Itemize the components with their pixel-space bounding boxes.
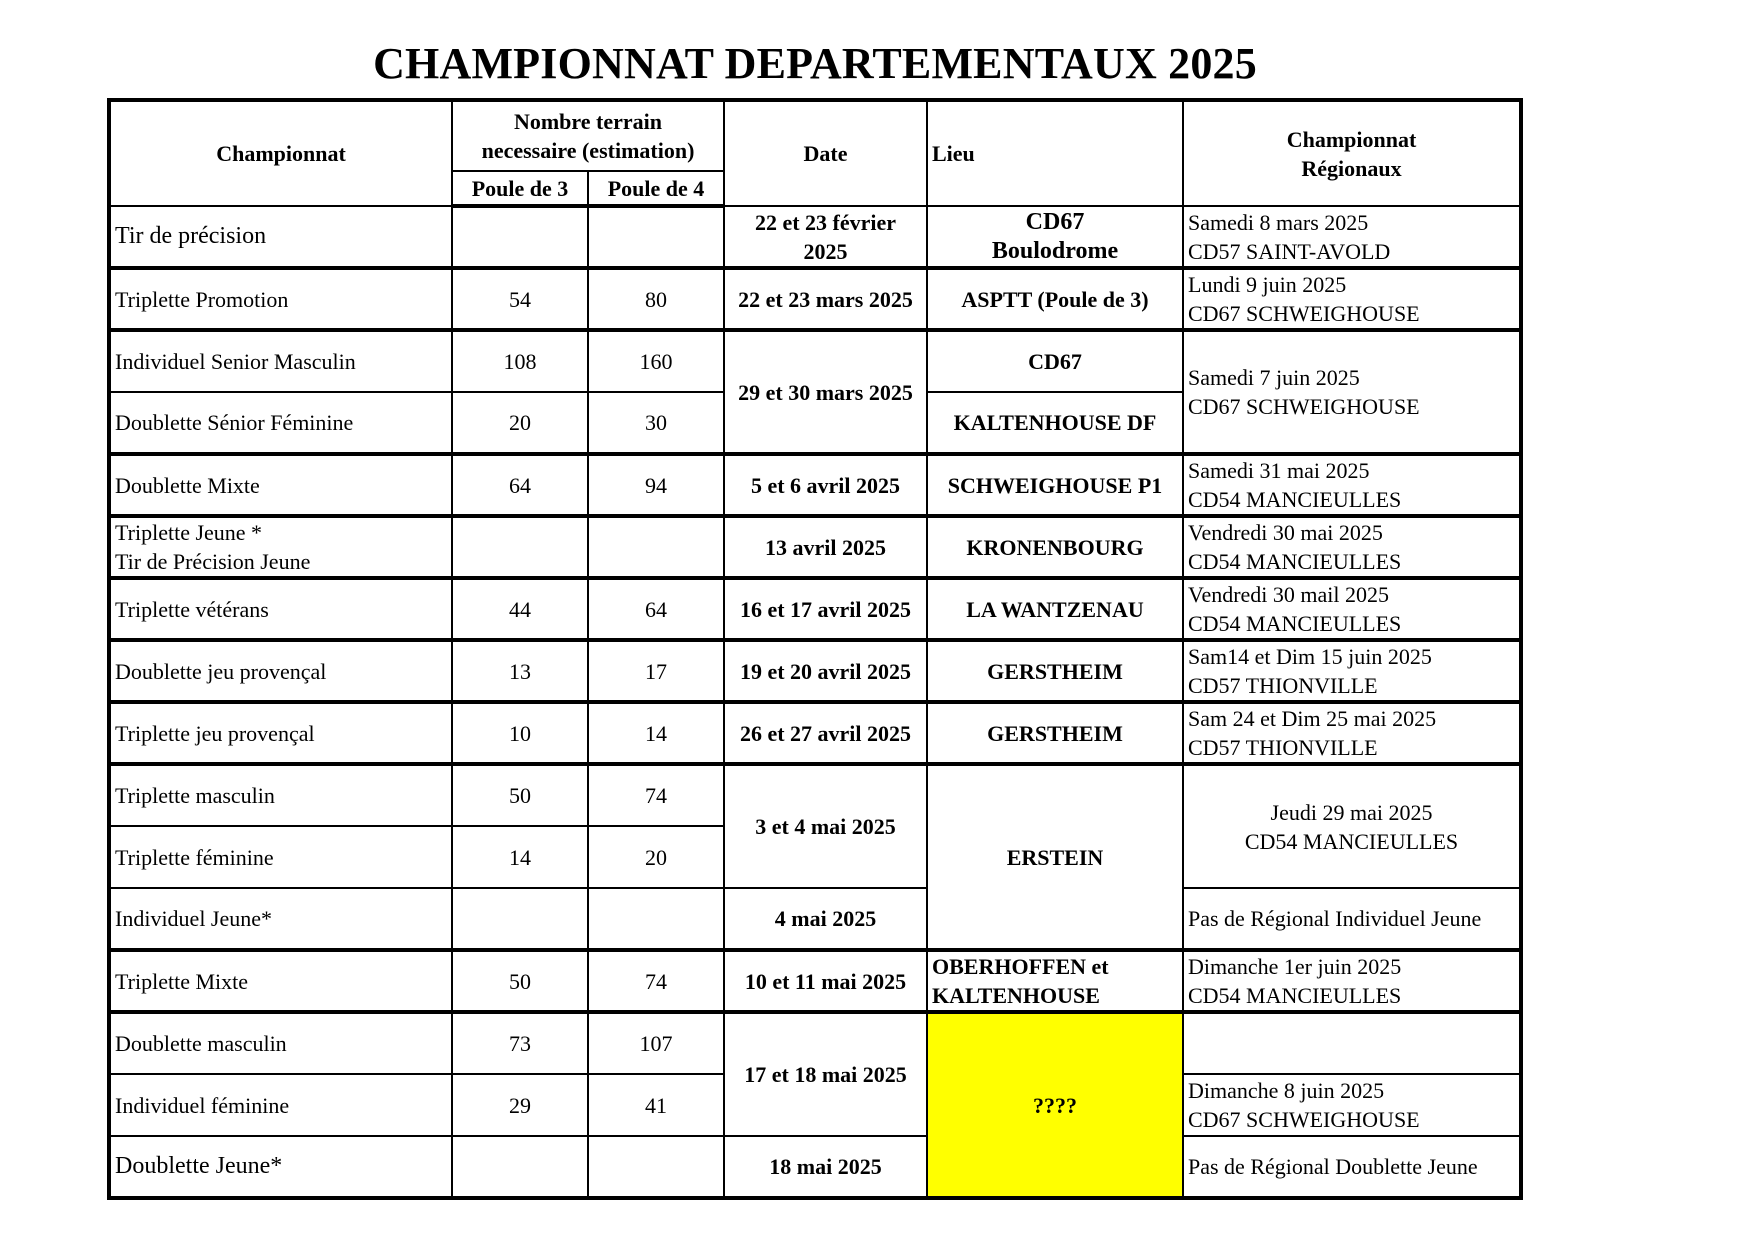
championship-table bbox=[107, 98, 1523, 1200]
row-regional bbox=[1183, 950, 1521, 1012]
row-name: Doublette Mixte bbox=[109, 454, 452, 516]
row-regional bbox=[1183, 702, 1521, 764]
row-lieu-unknown: ???? bbox=[927, 1012, 1183, 1198]
row-date-line1: 22 et 23 février bbox=[754, 209, 897, 235]
row-regional-line2: CD54 MANCIEULLES bbox=[1244, 828, 1459, 854]
row-date: 18 mai 2025 bbox=[724, 1136, 927, 1198]
row-poule4: 80 bbox=[588, 268, 724, 330]
row-regional-line1: Vendredi 30 mail 2025 bbox=[1188, 582, 1390, 607]
row-poule3: 64 bbox=[452, 454, 588, 516]
row-name: Doublette Sénior Féminine bbox=[109, 392, 452, 454]
row-date: 10 et 11 mai 2025 bbox=[724, 950, 927, 1012]
row-poule3: 54 bbox=[452, 268, 588, 330]
row-lieu: KALTENHOUSE DF bbox=[927, 392, 1183, 454]
row-regional-line1: Samedi 31 mai 2025 bbox=[1188, 458, 1370, 483]
row-date-line2: 2025 bbox=[803, 238, 848, 264]
row-regional-line1: Sam 24 et Dim 25 mai 2025 bbox=[1188, 706, 1437, 731]
row-poule4: 14 bbox=[588, 702, 724, 764]
row-poule4: 94 bbox=[588, 454, 724, 516]
row-name: Individuel Senior Masculin bbox=[109, 330, 452, 392]
row-poule4: 64 bbox=[588, 578, 724, 640]
row-lieu: GERSTHEIM bbox=[927, 702, 1183, 764]
row-regional bbox=[1183, 206, 1521, 268]
row-regional-line2: CD54 MANCIEULLES bbox=[1188, 611, 1402, 636]
row-poule3: 29 bbox=[452, 1074, 588, 1136]
row-poule3 bbox=[452, 1136, 588, 1198]
row-name: Doublette Jeune* bbox=[109, 1136, 452, 1198]
row-regional-line2: CD57 SAINT-AVOLD bbox=[1188, 238, 1391, 264]
row-poule4 bbox=[588, 888, 724, 950]
table-row bbox=[109, 640, 1521, 702]
row-regional-line2: CD54 MANCIEULLES bbox=[1188, 487, 1402, 512]
header-lieu: Lieu bbox=[927, 100, 1183, 206]
row-poule3: 14 bbox=[452, 826, 588, 888]
row-poule4 bbox=[588, 1136, 724, 1198]
row-lieu: ERSTEIN bbox=[927, 764, 1183, 950]
row-regional-line1: Jeudi 29 mai 2025 bbox=[1270, 799, 1433, 825]
row-lieu: LA WANTZENAU bbox=[927, 578, 1183, 640]
row-regional: Pas de Régional Individuel Jeune bbox=[1183, 888, 1521, 950]
row-poule3 bbox=[452, 516, 588, 578]
row-name: Triplette Promotion bbox=[109, 268, 452, 330]
row-poule3 bbox=[452, 888, 588, 950]
row-regional-line1: Lundi 9 juin 2025 bbox=[1188, 272, 1347, 297]
row-poule3 bbox=[452, 206, 588, 268]
row-name: Individuel Jeune* bbox=[109, 888, 452, 950]
row-name: Triplette vétérans bbox=[109, 578, 452, 640]
row-poule4: 30 bbox=[588, 392, 724, 454]
row-lieu: SCHWEIGHOUSE P1 bbox=[927, 454, 1183, 516]
row-poule4 bbox=[588, 206, 724, 268]
row-regional bbox=[1183, 1012, 1521, 1074]
row-regional-line2: CD57 THIONVILLE bbox=[1188, 673, 1378, 698]
row-date: 16 et 17 avril 2025 bbox=[724, 578, 927, 640]
header-terrain-line1: Nombre terrain bbox=[513, 109, 663, 134]
header-regionaux-line2: Régionaux bbox=[1301, 155, 1402, 181]
row-regional-line1: Vendredi 30 mai 2025 bbox=[1188, 520, 1383, 545]
row-regional: Pas de Régional Doublette Jeune bbox=[1183, 1136, 1521, 1198]
row-regional-line1: Samedi 7 juin 2025 bbox=[1188, 365, 1360, 390]
page-title: CHAMPIONNAT DEPARTEMENTAUX 2025 bbox=[373, 39, 1257, 88]
row-name: Tir de précision bbox=[109, 206, 452, 268]
row-date: 17 et 18 mai 2025 bbox=[724, 1012, 927, 1136]
row-regional-line1: Sam14 et Dim 15 juin 2025 bbox=[1188, 644, 1432, 669]
row-poule3: 44 bbox=[452, 578, 588, 640]
row-name: Individuel féminine bbox=[109, 1074, 452, 1136]
row-date: 29 et 30 mars 2025 bbox=[724, 330, 927, 454]
header-terrain bbox=[452, 100, 724, 171]
table-row bbox=[109, 1136, 1521, 1198]
row-regional-line2: CD54 MANCIEULLES bbox=[1188, 983, 1402, 1008]
row-date: 5 et 6 avril 2025 bbox=[724, 454, 927, 516]
row-regional bbox=[1183, 330, 1521, 454]
row-poule3: 50 bbox=[452, 764, 588, 826]
table-row bbox=[109, 268, 1521, 330]
row-poule4: 41 bbox=[588, 1074, 724, 1136]
row-date: 3 et 4 mai 2025 bbox=[724, 764, 927, 888]
row-name-line1: Triplette Jeune * bbox=[115, 520, 263, 545]
row-regional-line2: CD67 SCHWEIGHOUSE bbox=[1188, 1107, 1420, 1132]
row-regional bbox=[1183, 640, 1521, 702]
header-terrain-line2: necessaire (estimation) bbox=[481, 138, 695, 163]
row-regional-line1: Dimanche 8 juin 2025 bbox=[1188, 1078, 1385, 1103]
row-poule3: 20 bbox=[452, 392, 588, 454]
table-row bbox=[109, 888, 1521, 950]
row-lieu: GERSTHEIM bbox=[927, 640, 1183, 702]
row-lieu-line1: OBERHOFFEN et bbox=[932, 954, 1109, 979]
row-regional-line2: CD54 MANCIEULLES bbox=[1188, 549, 1402, 574]
row-poule3: 10 bbox=[452, 702, 588, 764]
row-lieu bbox=[927, 950, 1183, 1012]
row-regional bbox=[1183, 1074, 1521, 1136]
row-date bbox=[724, 206, 927, 268]
row-date: 22 et 23 mars 2025 bbox=[724, 268, 927, 330]
row-lieu: CD67 bbox=[927, 330, 1183, 392]
row-regional-line2: CD57 THIONVILLE bbox=[1188, 735, 1378, 760]
row-regional-line2: CD67 SCHWEIGHOUSE bbox=[1188, 394, 1420, 419]
row-poule3: 50 bbox=[452, 950, 588, 1012]
row-lieu bbox=[927, 206, 1183, 268]
table-row bbox=[109, 578, 1521, 640]
row-name: Triplette jeu provençal bbox=[109, 702, 452, 764]
row-regional-line2: CD67 SCHWEIGHOUSE bbox=[1188, 301, 1420, 326]
row-name: Triplette masculin bbox=[109, 764, 452, 826]
row-regional bbox=[1183, 516, 1521, 578]
header-regionaux-line1: Championnat bbox=[1286, 126, 1417, 152]
table-row bbox=[109, 516, 1521, 578]
row-date: 13 avril 2025 bbox=[724, 516, 927, 578]
header-poule3: Poule de 3 bbox=[452, 171, 588, 206]
row-name: Doublette masculin bbox=[109, 1012, 452, 1074]
row-lieu-line2: Boulodrome bbox=[991, 237, 1119, 264]
row-poule4: 74 bbox=[588, 764, 724, 826]
row-lieu-line1: CD67 bbox=[1025, 208, 1085, 235]
row-poule3: 73 bbox=[452, 1012, 588, 1074]
row-poule4: 74 bbox=[588, 950, 724, 1012]
row-lieu-line2: KALTENHOUSE bbox=[932, 983, 1100, 1008]
row-name bbox=[109, 516, 452, 578]
table-row bbox=[109, 1012, 1521, 1074]
row-name: Doublette jeu provençal bbox=[109, 640, 452, 702]
row-date: 26 et 27 avril 2025 bbox=[724, 702, 927, 764]
row-date: 4 mai 2025 bbox=[724, 888, 927, 950]
table-row bbox=[109, 702, 1521, 764]
header-regionaux bbox=[1183, 100, 1521, 206]
row-poule4: 17 bbox=[588, 640, 724, 702]
row-poule4: 160 bbox=[588, 330, 724, 392]
header-poule4: Poule de 4 bbox=[588, 171, 724, 206]
row-date: 19 et 20 avril 2025 bbox=[724, 640, 927, 702]
row-lieu: KRONENBOURG bbox=[927, 516, 1183, 578]
row-poule4 bbox=[588, 516, 724, 578]
table-row bbox=[109, 330, 1521, 392]
row-poule4: 107 bbox=[588, 1012, 724, 1074]
row-name: Triplette Mixte bbox=[109, 950, 452, 1012]
table-row bbox=[109, 206, 1521, 268]
row-regional bbox=[1183, 578, 1521, 640]
row-regional-line1: Dimanche 1er juin 2025 bbox=[1188, 954, 1402, 979]
row-poule3: 13 bbox=[452, 640, 588, 702]
row-regional bbox=[1183, 764, 1521, 888]
table-row bbox=[109, 454, 1521, 516]
header-championnat: Championnat bbox=[109, 100, 452, 206]
header-date: Date bbox=[724, 100, 927, 206]
table-row bbox=[109, 950, 1521, 1012]
table-row bbox=[109, 764, 1521, 826]
row-name: Triplette féminine bbox=[109, 826, 452, 888]
row-poule3: 108 bbox=[452, 330, 588, 392]
row-regional-line1: Samedi 8 mars 2025 bbox=[1188, 209, 1369, 235]
row-regional bbox=[1183, 268, 1521, 330]
row-name-line2: Tir de Précision Jeune bbox=[115, 549, 311, 574]
row-regional bbox=[1183, 454, 1521, 516]
row-lieu: ASPTT (Poule de 3) bbox=[927, 268, 1183, 330]
row-poule4: 20 bbox=[588, 826, 724, 888]
